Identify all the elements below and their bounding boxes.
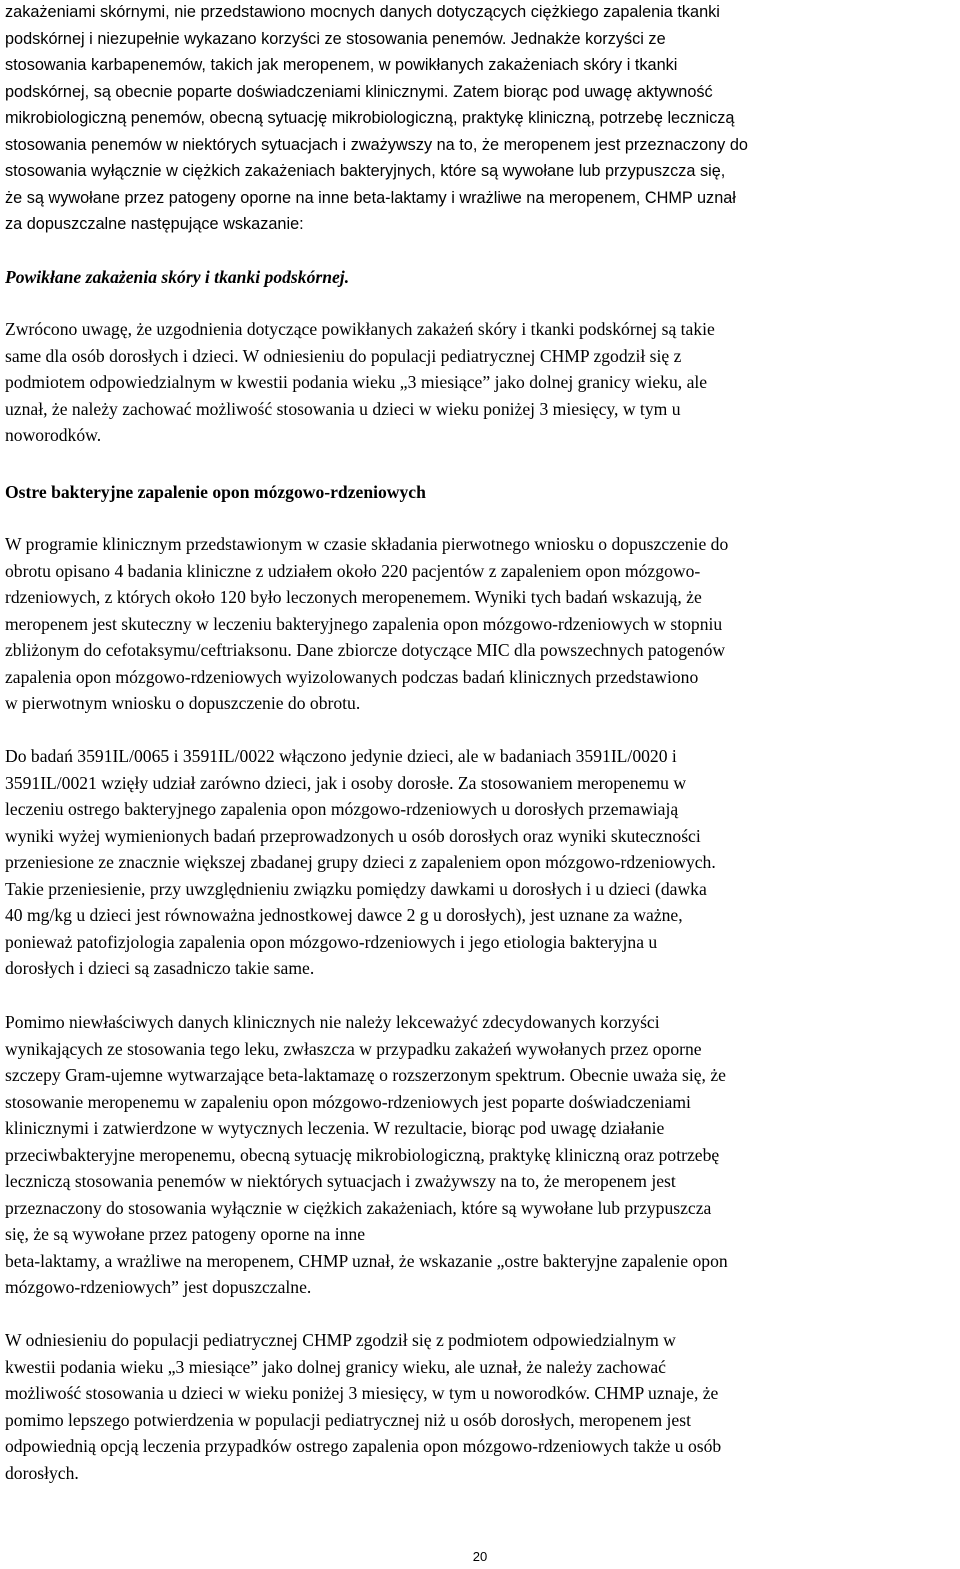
paragraph-text-sans-continued: Zatem biorąc pod uwagę aktywność mikrobiologiczną penemów, obecną sytuację mikrobiologiczną, praktykę kliniczną, potrzebę leczniczą stosowania penemów w niektórych sytuacjach i zważywszy na to, że meropenem jest przeznaczony do stosowania wyłącznie w ciężkich zakażeniach bakteryjnych, które są wywołane lub przypuszcza się, że są wywołane przez patogeny oporne na inne beta-laktamy i wrażliwe na meropenem, CHMP uznał za dopuszczalne następujące wskazanie: <box>5 82 748 233</box>
paragraph-clinical-program: W programie klinicznym przedstawionym w czasie składania pierwotnego wniosku o dopuszczenie do obrotu opisano 4 badania kliniczne z udziałem około 220 pacjentów z zapaleniem opon mózgowo- rdzeniowych, z których około 120 było leczonych meropenemem. Wyniki tych badań wskazują, że meropenem jest skuteczny w leczeniu bakteryjnego zapalenia opon mózgowo-rdzeniowych w stopniu zbliżonym do cefotaksymu/ceftriaksonu. Dane zbiorcze dotyczące MIC dla powszechnych patogenów zapalenia opon mózgowo-rdzeniowych wyizolowanych podczas badań klinicznych przedstawiono w pierwotnym wniosku o dopuszczenie do obrotu. <box>5 534 729 713</box>
section-heading: Ostre bakteryjne zapalenie opon mózgowo-rdzeniowych <box>5 482 426 502</box>
indication-statement: Powikłane zakażenia skóry i tkanki podskórnej. <box>5 267 350 287</box>
paragraph-text-sans: zakażeniami skórnymi, nie przedstawiono mocnych danych dotyczących ciężkiego zapalenia tkanki podskórnej i niezupełnie wykazano korzyści ze stosowania penemów. Jednakże korzyści ze stosowania karbapenemów, takich jak meropenem, w powikłanych zakażeniach skóry i tkanki podskórnej, są obecnie poparte doświadczeniami klinicznymi. <box>5 3 720 101</box>
paragraph-pediatric-meningitis: W odniesieniu do populacji pediatrycznej CHMP zgodził się z podmiotem odpowiedzialnym w kwestii podania wieku „3 miesiące” jako dolnej granicy wieku, ale uznał, że należy zachować możliwość stosowania u dzieci w wieku poniżej 3 miesięcy, w tym u noworodków. CHMP uznaje, że pomimo lepszego potwierdzenia w populacji pediatrycznej niż u osób dorosłych, meropenem jest odpowiednią opcją leczenia przypadków ostrego zapalenia opon mózgowo-rdzeniowych także u osób dorosłych. <box>5 1330 722 1483</box>
paragraph-studies: Do badań 3591IL/0065 i 3591IL/0022 włączono jedynie dzieci, ale w badaniach 3591IL/0020 i 3591IL/0021 wzięły udział zarówno dzieci, jak i osoby dorosłe. Za stosowaniem meropenemu w leczeniu ostrego bakteryjnego zapalenia opon mózgowo-rdzeniowych u dorosłych przemawiają wyniki wyżej wymienionych badań przeprowadzonych u osób dorosłych oraz wyniki skuteczności przeniesione ze znacznie większej zbadanej grupy dzieci z zapaleniem opon mózgowo-rdzeniowych. Takie przeniesienie, przy uwzględnieniu związku pomiędzy dawkami u dorosłych i u dzieci (dawka 40 mg/kg u dzieci jest równoważna jednostkowej dawce 2 g u dorosłych), jest uznane za ważne, ponieważ patofizjologia zapalenia opon mózgowo-rdzeniowych i jego etiologia bakteryjna u dorosłych i dzieci są zasadniczo takie same. <box>5 746 716 978</box>
page-number: 20 <box>472 1549 488 1564</box>
paragraph-skin-infections <box>5 0 955 238</box>
paragraph-pediatric-skin: Zwrócono uwagę, że uzgodnienia dotyczące powikłanych zakażeń skóry i tkanki podskórnej są takie same dla osób dorosłych i dzieci. W odniesieniu do populacji pediatrycznej CHMP zgodził się z podmiotem odpowiedzialnym w kwestii podania wieku „3 miesiące” jako dolnej granicy wieku, ale uznał, że należy zachować możliwość stosowania u dzieci w wieku poniżej 3 miesięcy, w tym u noworodków. <box>5 319 715 445</box>
paragraph-benefits: Pomimo niewłaściwych danych klinicznych nie należy lekceważyć zdecydowanych korzyści wynikających ze stosowania tego leku, zwłaszcza w przypadku zakażeń wywołanych przez oporne szczepy Gram-ujemne wytwarzające beta-laktamazę o rozszerzonym spektrum. Obecnie uważa się, że stosowanie meropenemu w zapaleniu opon mózgowo-rdzeniowych jest poparte doświadczeniami klinicznymi i zatwierdzone w wytycznych leczenia. W rezultacie, biorąc pod uwagę działanie przeciwbakteryjne meropenemu, obecną sytuację mikrobiologiczną, praktykę kliniczną oraz potrzebę leczniczą stosowania penemów w niektórych sytuacjach i zważywszy na to, że meropenem jest przeznaczony do stosowania wyłącznie w ciężkich zakażeniach, które są wywołane lub przypuszcza się, że są wywołane przez patogeny oporne na inne beta-laktamy, a wrażliwe na meropenem, CHMP uznał, że wskazanie „ostre bakteryjne zapalenie opon mózgowo-rdzeniowych” jest dopuszczalne. <box>5 1012 728 1297</box>
